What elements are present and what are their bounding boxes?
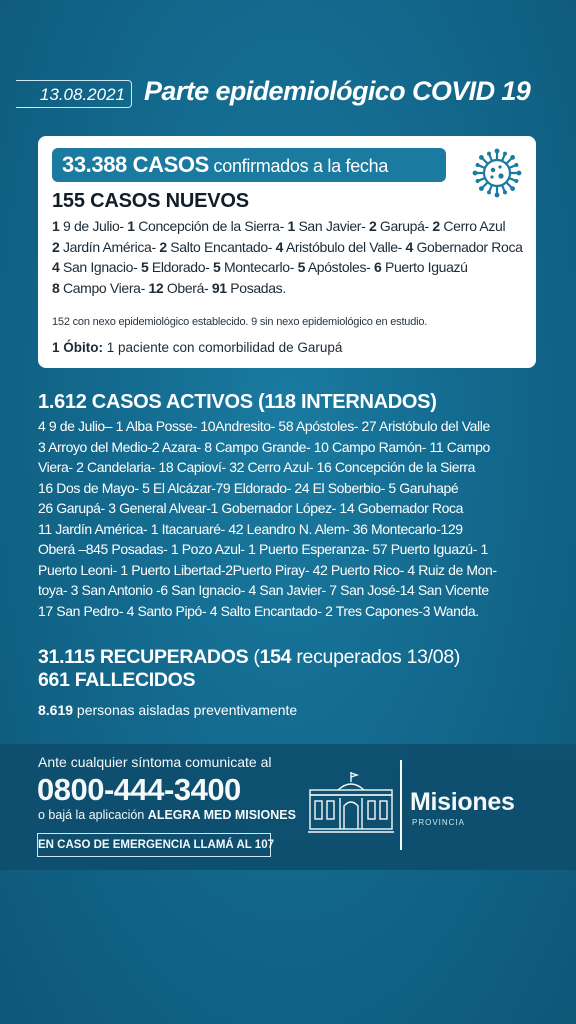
active-cases-line: 3 Arroyo del Medio-2 Azara- 8 Campo Grande- 10 Campo Ramón- 11 Campo [38, 438, 490, 455]
recovered-block [38, 646, 460, 692]
emergency-box: EN CASO DE EMERGENCIA LLAMÁ AL 107 [37, 833, 271, 857]
contact-footer [0, 744, 576, 870]
case-place: Salto Encantado- [166, 238, 276, 255]
app-prefix: o bajá la aplicación [38, 808, 148, 822]
case-place: Garupá- [376, 218, 433, 234]
case-count: 91 [211, 279, 227, 296]
isolated-label: personas aisladas preventivamente [73, 702, 298, 718]
active-cases-line: Puerto Leoni- 1 Puerto Libertad-2Puerto Piray- 42 Puerto Rico- 4 Ruiz de Mon- [38, 561, 497, 578]
total-cases-label: confirmados a la fecha [208, 156, 389, 176]
case-count: 2 [432, 218, 440, 234]
brand-name: Misiones [410, 788, 515, 816]
recovered-detail: recuperados 13/08) [291, 646, 461, 668]
case-place: Apóstoles- [305, 259, 374, 275]
case-count: 6 [374, 259, 382, 275]
case-count: 4 [405, 238, 413, 255]
case-place: Eldorado- [148, 259, 214, 275]
hotline-number[interactable]: 0800-444-3400 [37, 772, 241, 807]
new-cases-list [52, 216, 523, 298]
recovered-total: 31.115 RECUPERADOS [38, 646, 249, 668]
contact-prompt: Ante cualquier síntoma comunicate al [38, 754, 272, 770]
recovered-line [38, 646, 460, 669]
case-count: 1 [52, 218, 60, 234]
summary-card [38, 136, 536, 368]
case-count: 1 [127, 218, 135, 234]
case-count: 2 [159, 238, 167, 255]
active-cases-line: 4 9 de Julio– 1 Alba Posse- 10Andresito- 58 Apóstoles- 27 Aristóbulo del Valle [38, 418, 490, 434]
case-count: 5 [213, 259, 221, 275]
case-count: 12 [148, 279, 164, 296]
case-place: San Ignacio- [59, 259, 141, 275]
virus-icon [470, 146, 524, 200]
recovered-paren: ( [248, 646, 260, 668]
obito-note [52, 340, 342, 355]
active-cases-line: 17 San Pedro- 4 Santo Pipó- 4 Salto Encantado- 2 Tres Capones-3 Wanda. [38, 602, 479, 619]
case-place: Oberá- [163, 279, 212, 296]
active-cases-line: 26 Garupá- 3 General Alvear-1 Gobernador López- 14 Gobernador Roca [38, 500, 463, 516]
case-place: Montecarlo- [220, 259, 298, 275]
new-cases-line [52, 257, 523, 278]
active-cases-line: toya- 3 San Antonio -6 San Ignacio- 4 San Javier- 7 San José-14 San Vicente [38, 582, 489, 598]
case-place: Aristóbulo del Valle- [283, 238, 406, 255]
active-cases-line: Viera- 2 Candelaria- 18 Capioví- 32 Cerro Azul- 16 Concepción de la Sierra [38, 459, 476, 475]
nexo-note: 152 con nexo epidemiológico establecido. 9 sin nexo epidemiológico en estudio. [52, 316, 428, 328]
active-cases-line: 16 Dos de Mayo- 5 El Alcázar-79 Eldorado- 24 El Soberbio- 5 Garuhapé [38, 479, 459, 496]
active-cases-line: 11 Jardín América- 1 Itacaruaré- 42 Leandro N. Alem- 36 Montecarlo-129 [38, 520, 463, 537]
new-cases-line [52, 237, 523, 258]
new-cases-title: 155 CASOS NUEVOS [52, 190, 249, 212]
case-place: Gobernador Roca [412, 238, 523, 255]
case-place: Jardín América- [59, 238, 160, 255]
case-place: Campo Viera- [59, 279, 149, 296]
active-cases-list [38, 416, 543, 621]
case-count: 4 [275, 238, 284, 255]
case-count: 5 [297, 259, 306, 275]
case-count: 1 [287, 218, 295, 234]
case-place: Posadas. [226, 279, 286, 296]
obito-count: 1 Óbito: [52, 340, 103, 355]
case-place: Cerro Azul [439, 218, 506, 234]
obito-detail: 1 paciente con comorbilidad de Garupá [103, 340, 343, 355]
page-title: Parte epidemiológico COVID 19 [144, 76, 531, 106]
case-count: 8 [52, 279, 60, 296]
logo-divider [400, 760, 402, 850]
new-cases-line [52, 216, 523, 237]
total-cases-banner [52, 148, 446, 182]
case-place: San Javier- [294, 218, 369, 234]
date-label: 13.08.2021 [16, 80, 132, 108]
isolated-line [38, 702, 297, 718]
case-place: Concepción de la Sierra- [134, 218, 288, 234]
header [0, 76, 576, 116]
app-line [38, 808, 296, 822]
deceased-total: 661 FALLECIDOS [38, 669, 196, 691]
recovered-today: 154 [259, 646, 292, 668]
total-cases-number: 33.388 CASOS [62, 152, 209, 177]
case-count: 2 [52, 238, 60, 255]
app-name: ALEGRA MED MISIONES [147, 808, 296, 822]
new-cases-line [52, 278, 523, 299]
case-place: Puerto Iguazú [381, 259, 468, 275]
isolated-count: 8.619 [38, 702, 74, 718]
case-count: 2 [368, 218, 377, 234]
active-cases-title: 1.612 CASOS ACTIVOS (118 INTERNADOS) [38, 391, 437, 413]
active-cases-line: Oberá –845 Posadas- 1 Pozo Azul- 1 Puerto Esperanza- 57 Puerto Iguazú- 1 [38, 541, 488, 557]
government-building-icon [308, 770, 394, 836]
case-place: 9 de Julio- [59, 218, 128, 234]
case-count: 4 [52, 259, 60, 275]
brand-subtitle: PROVINCIA [412, 818, 466, 827]
case-count: 5 [140, 259, 149, 275]
